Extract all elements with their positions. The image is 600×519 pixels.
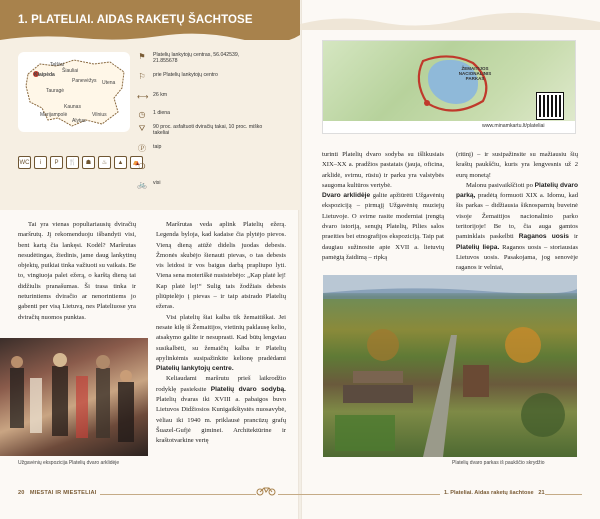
campfire-icon: ♨ <box>98 156 111 169</box>
finish-flag-icon: ⚐ <box>138 72 146 81</box>
clock-icon: ◷ <box>138 110 146 119</box>
left-text-column-2 <box>156 220 286 447</box>
city-label: Panevėžys <box>72 78 97 84</box>
fact-distance: 26 km <box>153 92 168 98</box>
photo-caption-left: Užgavėnių ekspozicija Platelių dvaro arklidėje <box>18 460 120 466</box>
city-label: Utena <box>102 80 116 86</box>
footer-right <box>440 490 545 496</box>
start-flag-icon: ⚑ <box>138 52 146 61</box>
page-number-right: 21 <box>538 490 545 496</box>
accommodation-icon: ☗ <box>82 156 95 169</box>
parking-sign-icon: Ⓟ <box>138 144 146 153</box>
section-title-right: 1. Plateliai. Aidas raketų šachtose <box>444 490 534 496</box>
fact-start: Platelių lankytojų centras, 56.042539, 21.855678 <box>153 52 240 65</box>
paragraph: Keliaudami maršrutu prieš laikrodžio rodyklę pasieksite Platelių dvaro sodybą. Platelių dvaras iki XVIII a. pabaigos buvo Lietuvos Didžiosios Kunigaikštystės nuosavybė, vėliau iki 1940 m. priklausė prancūzų grafų Šuazel-Gufjė giminei. Architektūrine ir kraštotvarkine vertę <box>156 375 286 445</box>
city-label: Šiauliai <box>62 68 79 74</box>
paragraph: (ritinį) – ir susipažinsite su mažiausiu šių kraštų paukščiu, kuris yra lengvesnis už 2 eurų monetą! <box>456 151 578 179</box>
toilet-icon: WC <box>18 156 31 169</box>
distance-icon: ⟷ <box>137 92 149 101</box>
fact-duration: 1 diena <box>153 110 171 116</box>
qr-code-icon <box>537 93 563 119</box>
camping-icon: ⛺ <box>130 156 143 169</box>
city-label: Vilnius <box>92 112 107 118</box>
fact-bikes: visi <box>153 180 161 186</box>
city-label: Kaunas <box>64 104 81 110</box>
paragraph: Dvaro arklidėje galite apžiūrėti Užgavėnių ekspoziciją – pirmąjį Užgavėnių muziejų Lietuvoje. O svirne rasite moderniai įrengtą dvaro istoriją, senųjų Platelių, Pilies salos praeities bei etnografijos ekspoziciją. Taip pat daugiau sužinosite apie XVII a. lietuvių pamėgtą žaidimą – ripką <box>322 192 444 261</box>
paragraph: Tai yra vienas populiariausių dviračių maršrutų. Jį rekomenduoju išbandyti visi, bent kartą čia lankęsi. Kodėl? Maršrutas nesudėtingas, žiedinis, jame daug lankytinų objektų, puikiai tinka važiuoti su vaikais. Be to, vingiuoja palei ežerą, o karštą dieną tai didžiulis pranašumas. Ši trasa tinka ir neturintiems dviračio ar nenorintiems jo gabenti per visą Lietuvą, nes Plateliuose yra dviračių nuomos punktas. <box>18 221 136 321</box>
fact-finish: prie Platelių lankytojų centro <box>153 72 218 78</box>
parking-icon: P <box>50 156 63 169</box>
right-text-column-1 <box>322 150 444 263</box>
difficulty-icon: ❍ <box>138 162 146 171</box>
amenity-icons <box>18 156 143 169</box>
chapter-title: 1. PLATELIAI. AIDAS RAKETŲ ŠACHTOSE <box>18 14 253 26</box>
fact-parking: taip <box>153 144 162 150</box>
section-title-left: MIESTAI IR MIESTELIAI <box>29 490 97 496</box>
viewpoint-icon: ▲ <box>114 156 127 169</box>
paragraph: turinti Platelių dvaro sodyba su išlikusiais XIX–XX a. pradžios pastatais (jauja, oficina, arklidė, svirnu, rūsiu) ir parku yra valstybės saugoma kultūros vertybė. <box>322 151 444 189</box>
city-label: Tauragė <box>46 88 65 94</box>
route-url: www.minamkartu.lt/plateliai <box>482 123 545 129</box>
paragraph: Maršrutas veda aplink Platelių ežerą. Legenda byloja, kad kadaise čia plytėjo pievos. Vieną dieną atūžė didelis juodas debesis. Žmonės skubėjo šienauti pievas, o tas debesis vis leidosi ir vos baigus darbą prapliupo lyti. Viena sena moteriškė nusistebėjo: „Kap platė lej! Kap platė lej!“ Sulig tais žodžiais debesis pliūptelėjo į pievas – ir taip atsirado Platelių ežeras. <box>156 221 286 311</box>
city-label: Marijampolė <box>40 112 68 118</box>
left-text-column-1 <box>18 220 136 323</box>
top-wave-decoration <box>300 0 600 30</box>
manor-park-aerial-photo <box>323 275 577 457</box>
footer-left <box>18 490 100 496</box>
photo-caption-right: Platelių dvaro parkas iš paukščio skrydžio <box>452 460 545 466</box>
right-text-column-2 <box>456 150 578 274</box>
info-icon: i <box>34 156 47 169</box>
bicycle-icon: 🚲 <box>137 180 147 189</box>
paragraph: Visi platelių šiai kalba tik žemaitiškai. Jei nesate kilę iš Žemaitijos, vietinių paklausę kelio, atsakymo galite ir nesuprasti. Kad būtų lengviau susikalbėti, su žemaičių kalba ir Platelių apylinkėmis susipažinkite kelionę pradėdami Platelių lankytojų centre. <box>156 313 286 373</box>
paragraph: Malonu pasivaikščioti po Platelių dvaro parką, pradėtą formuoti XIX a. Idomu, kad šis parkas – didžiausia šiknosparnių buveinė visoje Žemaitijos nacionalinio parko teritorijoje! Be to, čia auga gamtos paminklais paskelbti Raganos uosis ir Platelių liepa. Raganos uosis – storiausias Lietuvos uosis. Pasakojama, jog senovėje raganos ir velniai, <box>456 181 579 272</box>
city-label: Alytus <box>72 118 86 124</box>
fact-surface: 90 proc. asfaltuoti dviračių takai, 10 proc. miško takeliai <box>153 124 263 137</box>
city-label: Telšiai <box>50 62 64 68</box>
road-surface-icon: ⛛ <box>138 124 146 133</box>
page-number-left: 20 <box>18 490 25 496</box>
route-map-label: ŽEMAITIJOS NACIONALINIS PARKAS <box>458 66 492 81</box>
bicycle-icon <box>256 486 276 496</box>
restaurant-icon: 🍴 <box>66 156 79 169</box>
city-label: Klaipėda <box>34 72 55 78</box>
uzgavenes-exhibition-photo <box>0 338 148 456</box>
